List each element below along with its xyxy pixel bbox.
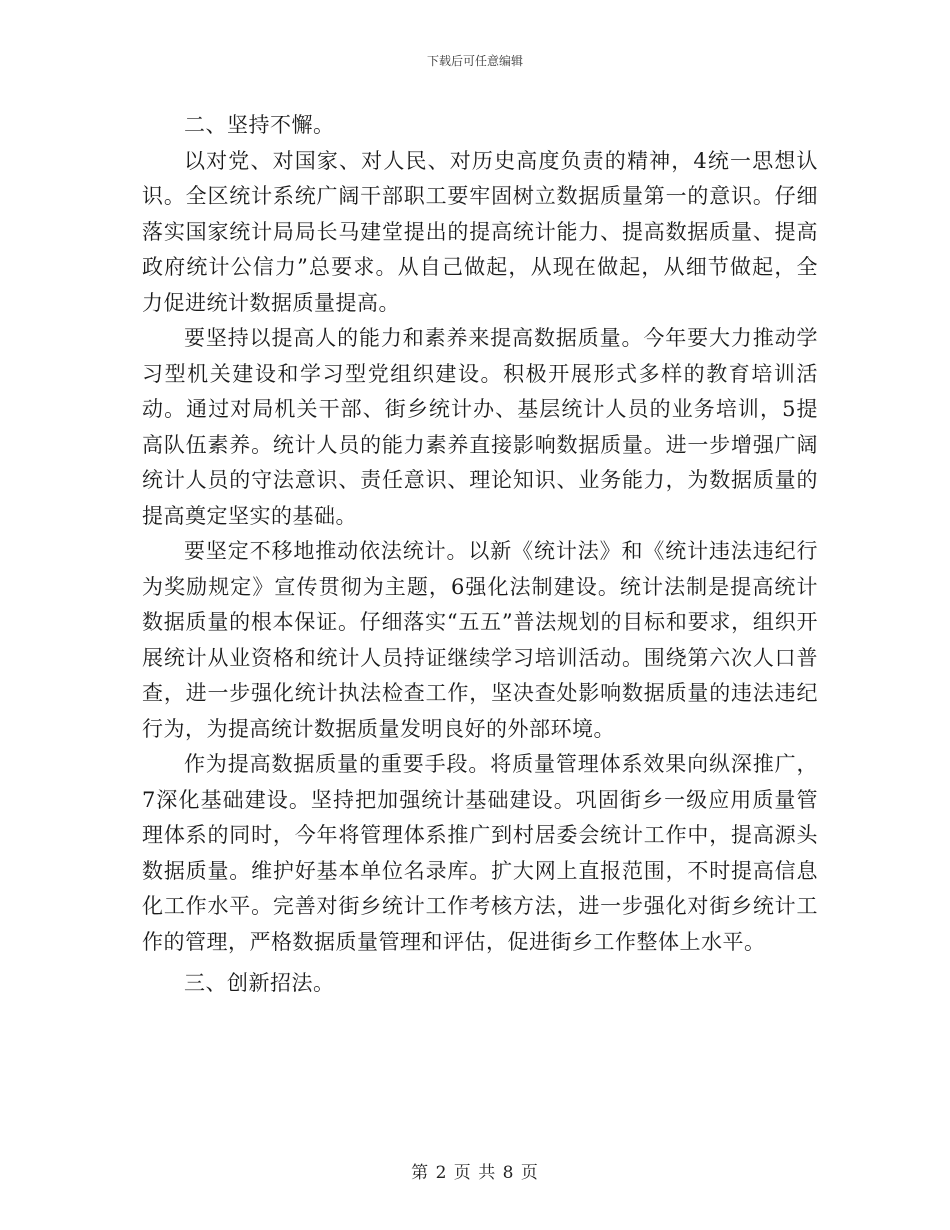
section-heading-3: 三、创新招法。 [184,971,335,995]
body-paragraph: 要坚持以提高人的能力和素养来提高数据质量。今年要大力推动学习型机关建设和学习型党组织建设。积极开展形式多样的教育培训活动。通过对局机关干部、街乡统计办、基层统计人员的业务培训，5提高队伍素养。统计人员的能力素养直接影响数据质量。进一步增强广阔统计人员的守法意识、责任意识、理论知识、业务能力，为数据质量的提高奠定坚实的基础。 [142,326,818,528]
body-paragraph: 要坚定不移地推动依法统计。以新《统计法》和《统计违法违纪行为奖励规定》宣传贯彻为主题，6强化法制建设。统计法制是提高统计数据质量的根本保证。仔细落实“五五”普法规划的目标和要求，组织开展统计从业资格和统计人员持证继续学习培训活动。围绕第六次人口普查，进一步强化统计执法检查工作，坚决查处影响数据质量的违法违纪行为，为提高统计数据质量发明良好的外部环境。 [142,539,818,741]
page-footer: 第 2 页 共 8 页 [411,1163,539,1183]
section-heading-2: 二、坚持不懈。 [184,113,335,137]
body-paragraph: 以对党、对国家、对人民、对历史高度负责的精神，4统一思想认识。全区统计系统广阔干部职工要牢固树立数据质量第一的意识。仔细落实国家统计局局长马建堂提出的提高统计能力、提高数据质量、提高政府统计公信力”总要求。从自己做起，从现在做起，从细节做起，全力促进统计数据质量提高。 [142,148,818,315]
page-header: 下载后可任意编辑 [426,54,523,68]
body-paragraph: 作为提高数据质量的重要手段。将质量管理体系效果向纵深推广，7深化基础建设。坚持把加强统计基础建设。巩固街乡一级应用质量管理体系的同时，今年将管理体系推广到村居委会统计工作中，提高源头数据质量。维护好基本单位名录库。扩大网上直报范围，不时提高信息化工作水平。完善对街乡统计工作考核方法，进一步强化对街乡统计工作的管理，严格数据质量管理和评估，促进街乡工作整体上水平。 [142,752,818,954]
document-body [142,108,818,1002]
